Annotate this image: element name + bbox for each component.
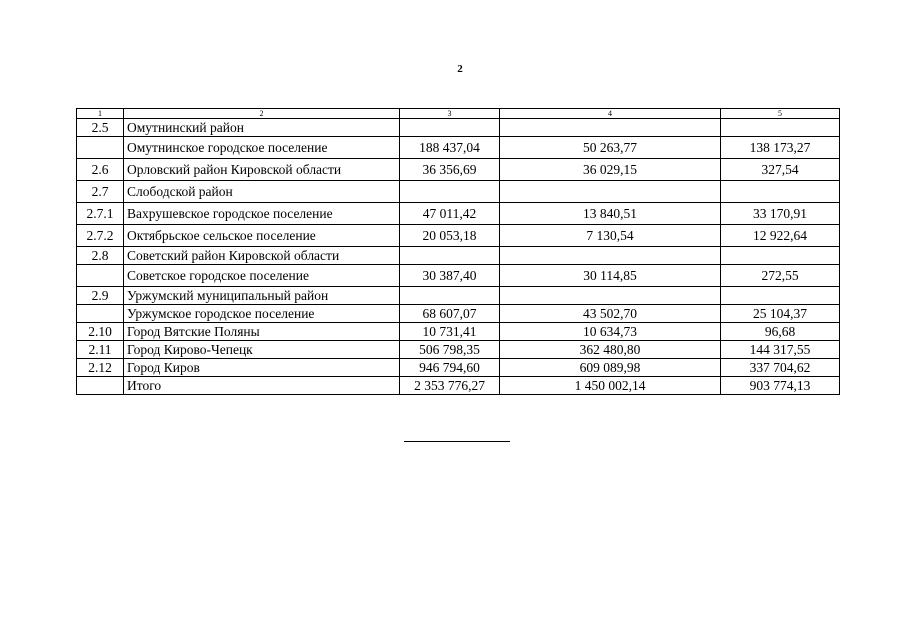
row-name: Советское городское поселение bbox=[124, 265, 400, 287]
row-value-5: 12 922,64 bbox=[721, 225, 840, 247]
row-value-4: 13 840,51 bbox=[500, 203, 721, 225]
row-value-5 bbox=[721, 119, 840, 137]
row-value-5 bbox=[721, 287, 840, 305]
row-number bbox=[77, 137, 124, 159]
row-value-4: 36 029,15 bbox=[500, 159, 721, 181]
table-row bbox=[77, 247, 840, 265]
row-number: 2.12 bbox=[77, 359, 124, 377]
column-number-row bbox=[77, 109, 840, 119]
page-number: 2 bbox=[457, 63, 463, 75]
row-name: Уржумский муниципальный район bbox=[124, 287, 400, 305]
table-row bbox=[77, 225, 840, 247]
row-number bbox=[77, 305, 124, 323]
row-number: 2.10 bbox=[77, 323, 124, 341]
row-number: 2.11 bbox=[77, 341, 124, 359]
table-row bbox=[77, 323, 840, 341]
row-number: 2.9 bbox=[77, 287, 124, 305]
row-value-5: 327,54 bbox=[721, 159, 840, 181]
table-row bbox=[77, 181, 840, 203]
table-row bbox=[77, 265, 840, 287]
row-value-4: 10 634,73 bbox=[500, 323, 721, 341]
row-value-4 bbox=[500, 119, 721, 137]
row-number bbox=[77, 265, 124, 287]
total-row bbox=[77, 377, 840, 395]
row-value-4 bbox=[500, 287, 721, 305]
row-name: Орловский район Кировской области bbox=[124, 159, 400, 181]
row-number bbox=[77, 377, 124, 395]
row-value-5: 96,68 bbox=[721, 323, 840, 341]
row-value-3: 36 356,69 bbox=[400, 159, 500, 181]
row-name: Омутнинское городское поселение bbox=[124, 137, 400, 159]
row-value-5 bbox=[721, 247, 840, 265]
row-value-5: 25 104,37 bbox=[721, 305, 840, 323]
row-number: 2.6 bbox=[77, 159, 124, 181]
column-number: 4 bbox=[500, 109, 721, 119]
table-row bbox=[77, 305, 840, 323]
row-number: 2.7.1 bbox=[77, 203, 124, 225]
row-name: Город Кирово-Чепецк bbox=[124, 341, 400, 359]
row-value-4: 43 502,70 bbox=[500, 305, 721, 323]
column-number: 3 bbox=[400, 109, 500, 119]
row-value-5: 33 170,91 bbox=[721, 203, 840, 225]
row-number: 2.8 bbox=[77, 247, 124, 265]
row-name: Слободской район bbox=[124, 181, 400, 203]
closing-rule bbox=[404, 441, 510, 442]
row-value-3 bbox=[400, 247, 500, 265]
row-value-3: 2 353 776,27 bbox=[400, 377, 500, 395]
row-value-4: 1 450 002,14 bbox=[500, 377, 721, 395]
row-value-4: 362 480,80 bbox=[500, 341, 721, 359]
column-number: 5 bbox=[721, 109, 840, 119]
row-value-3: 20 053,18 bbox=[400, 225, 500, 247]
table-row bbox=[77, 359, 840, 377]
row-value-3 bbox=[400, 119, 500, 137]
table-row bbox=[77, 341, 840, 359]
row-value-3 bbox=[400, 287, 500, 305]
table-row bbox=[77, 287, 840, 305]
column-number: 2 bbox=[124, 109, 400, 119]
row-name: Октябрьское сельское поселение bbox=[124, 225, 400, 247]
row-value-5 bbox=[721, 181, 840, 203]
row-value-3 bbox=[400, 181, 500, 203]
row-value-5: 903 774,13 bbox=[721, 377, 840, 395]
row-name: Итого bbox=[124, 377, 400, 395]
row-name: Советский район Кировской области bbox=[124, 247, 400, 265]
table-row bbox=[77, 119, 840, 137]
row-value-3: 68 607,07 bbox=[400, 305, 500, 323]
row-value-3: 30 387,40 bbox=[400, 265, 500, 287]
row-number: 2.7.2 bbox=[77, 225, 124, 247]
row-number: 2.7 bbox=[77, 181, 124, 203]
row-value-4: 7 130,54 bbox=[500, 225, 721, 247]
row-value-3: 506 798,35 bbox=[400, 341, 500, 359]
row-value-4 bbox=[500, 181, 721, 203]
row-name: Уржумское городское поселение bbox=[124, 305, 400, 323]
row-value-5: 337 704,62 bbox=[721, 359, 840, 377]
row-number: 2.5 bbox=[77, 119, 124, 137]
row-value-4: 50 263,77 bbox=[500, 137, 721, 159]
row-value-5: 144 317,55 bbox=[721, 341, 840, 359]
row-value-3: 946 794,60 bbox=[400, 359, 500, 377]
column-number: 1 bbox=[77, 109, 124, 119]
data-table bbox=[76, 108, 840, 395]
table-row bbox=[77, 159, 840, 181]
row-value-3: 188 437,04 bbox=[400, 137, 500, 159]
row-value-5: 272,55 bbox=[721, 265, 840, 287]
row-value-5: 138 173,27 bbox=[721, 137, 840, 159]
row-value-4: 30 114,85 bbox=[500, 265, 721, 287]
row-value-4: 609 089,98 bbox=[500, 359, 721, 377]
table-row bbox=[77, 203, 840, 225]
table-row bbox=[77, 137, 840, 159]
row-name: Омутнинский район bbox=[124, 119, 400, 137]
row-value-3: 10 731,41 bbox=[400, 323, 500, 341]
row-name: Город Киров bbox=[124, 359, 400, 377]
row-name: Вахрушевское городское поселение bbox=[124, 203, 400, 225]
row-value-3: 47 011,42 bbox=[400, 203, 500, 225]
row-value-4 bbox=[500, 247, 721, 265]
row-name: Город Вятские Поляны bbox=[124, 323, 400, 341]
